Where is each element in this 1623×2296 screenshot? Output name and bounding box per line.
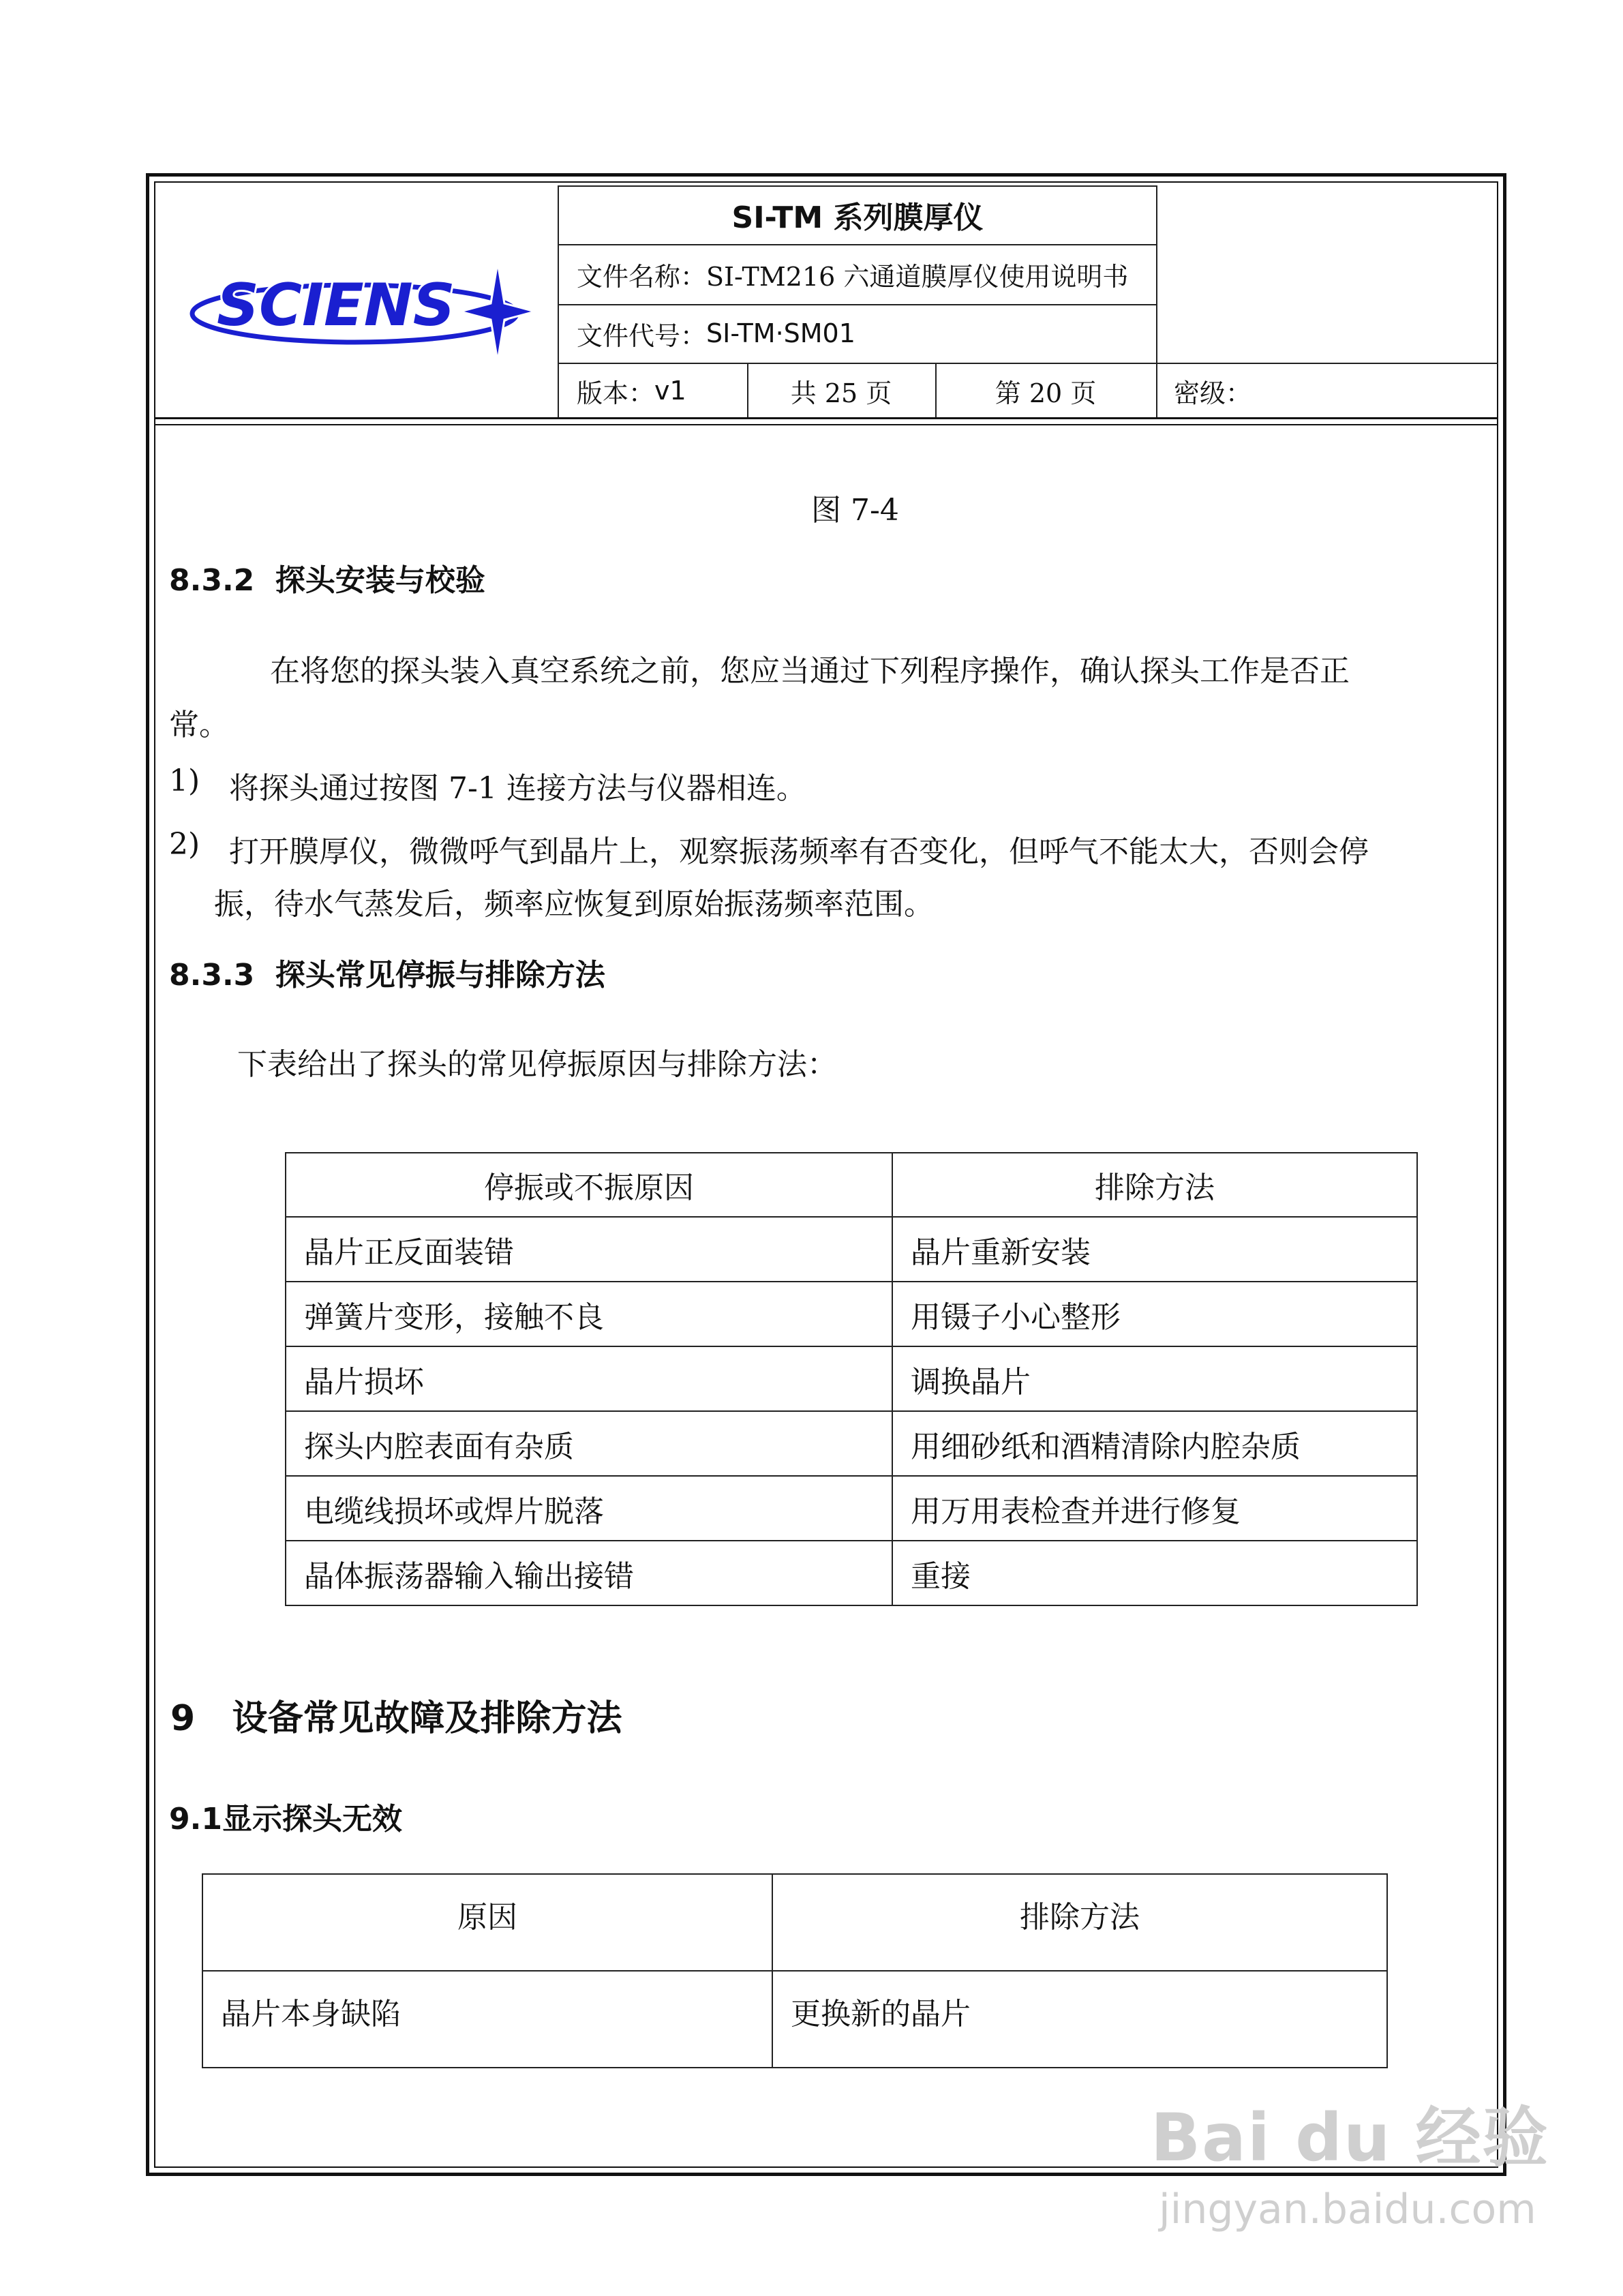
table-cell: 晶体振荡器输入输出接错 (286, 1541, 892, 1605)
table-row (286, 1541, 1417, 1605)
list-item-text: 将探头通过按图 7-1 连接方法与仪器相连。 (229, 771, 806, 806)
table-cell: 晶片正反面装错 (286, 1217, 892, 1282)
paragraph-line: 常。 (169, 708, 229, 742)
baidu-watermark: Bai du 经验 (1151, 2100, 1549, 2176)
file-name-value: SI-TM216 六通道膜厚仪使用说明书 (706, 261, 1129, 292)
section-number: 9 (170, 1698, 196, 1739)
section-number: 8.3.2 (169, 563, 255, 598)
list-item-text: 打开膜厚仪，微微呼气到晶片上，观察振荡频率有否变化，但呼气不能太大，否则会停 (229, 834, 1369, 869)
file-code-row (577, 304, 855, 363)
section-heading-8-3-3 (169, 950, 605, 994)
section-title: 设备常见故障及排除方法 (232, 1697, 622, 1739)
version-value: v1 (654, 376, 686, 406)
header-line (1156, 363, 1157, 419)
table-header-row (202, 1874, 1387, 1971)
list-item-text: 振，待水气蒸发后，频率应恢复到原始振荡频率范围。 (214, 887, 934, 922)
paragraph-line: 在将您的探头装入真空系统之前，您应当通过下列程序操作，确认探头工作是否正 (270, 654, 1350, 689)
header-divider (154, 417, 1498, 419)
section-heading-9 (170, 1689, 622, 1740)
section-number: 8.3.3 (169, 958, 255, 993)
table-cell: 用细砂纸和酒精清除内腔杂质 (892, 1411, 1417, 1476)
table-row (202, 1971, 1387, 2068)
table-cell: 晶片重新安装 (892, 1217, 1417, 1282)
table-cell: 更换新的晶片 (772, 1971, 1387, 2068)
table-row (286, 1411, 1417, 1476)
list-number: 1) (169, 764, 200, 798)
section-heading-9-1 (169, 1794, 402, 1838)
table-header-cell: 原因 (202, 1874, 772, 1971)
section-number: 9.1 (169, 1802, 222, 1837)
table-header-row (286, 1153, 1417, 1217)
table-cell: 用镊子小心整形 (892, 1282, 1417, 1346)
table-row (286, 1476, 1417, 1541)
file-code-value: SI-TM·SM01 (706, 318, 855, 348)
table-cell: 晶片本身缺陷 (202, 1971, 772, 2068)
version-label: 版本： (577, 378, 655, 408)
secret-level-label: 密级： (1174, 378, 1252, 408)
list-number: 2) (169, 827, 200, 862)
logo-text: SCIENS (217, 271, 455, 339)
file-name-row (577, 244, 1128, 304)
series-title: SI-TM 系列膜厚仪 (731, 200, 984, 235)
figure-caption: 图 7-4 (811, 493, 899, 528)
table-header-cell: 排除方法 (892, 1153, 1417, 1217)
header-divider (154, 424, 1498, 425)
table-cell: 调换晶片 (892, 1346, 1417, 1411)
current-page: 第 20 页 (995, 378, 1097, 408)
table-header-cell: 停振或不振原因 (286, 1153, 892, 1217)
table-cell: 电缆线损坏或焊片脱落 (286, 1476, 892, 1541)
section-heading-8-3-2 (169, 556, 485, 599)
display-fault-table (202, 1873, 1388, 2068)
sciens-logo (184, 249, 539, 365)
table-row (286, 1282, 1417, 1346)
table-row (286, 1217, 1417, 1282)
table-row (286, 1346, 1417, 1411)
paragraph-line: 下表给出了探头的常见停振原因与排除方法： (237, 1047, 837, 1082)
table-cell: 弹簧片变形，接触不良 (286, 1282, 892, 1346)
section-title: 探头常见停振与排除方法 (275, 958, 605, 993)
table-header-cell: 排除方法 (772, 1874, 1387, 1971)
probe-fault-table (285, 1152, 1418, 1606)
table-cell: 用万用表检查并进行修复 (892, 1476, 1417, 1541)
section-title: 探头安装与校验 (275, 563, 485, 598)
section-title: 显示探头无效 (222, 1802, 402, 1837)
file-name-label: 文件名称： (577, 261, 707, 292)
file-code-label: 文件代号： (577, 320, 707, 351)
table-cell: 重接 (892, 1541, 1417, 1605)
total-pages: 共 25 页 (790, 378, 892, 408)
version-cell (577, 363, 686, 419)
table-cell: 晶片损坏 (286, 1346, 892, 1411)
baidu-watermark-url: jingyan.baidu.com (1159, 2186, 1536, 2233)
table-cell: 探头内腔表面有杂质 (286, 1411, 892, 1476)
